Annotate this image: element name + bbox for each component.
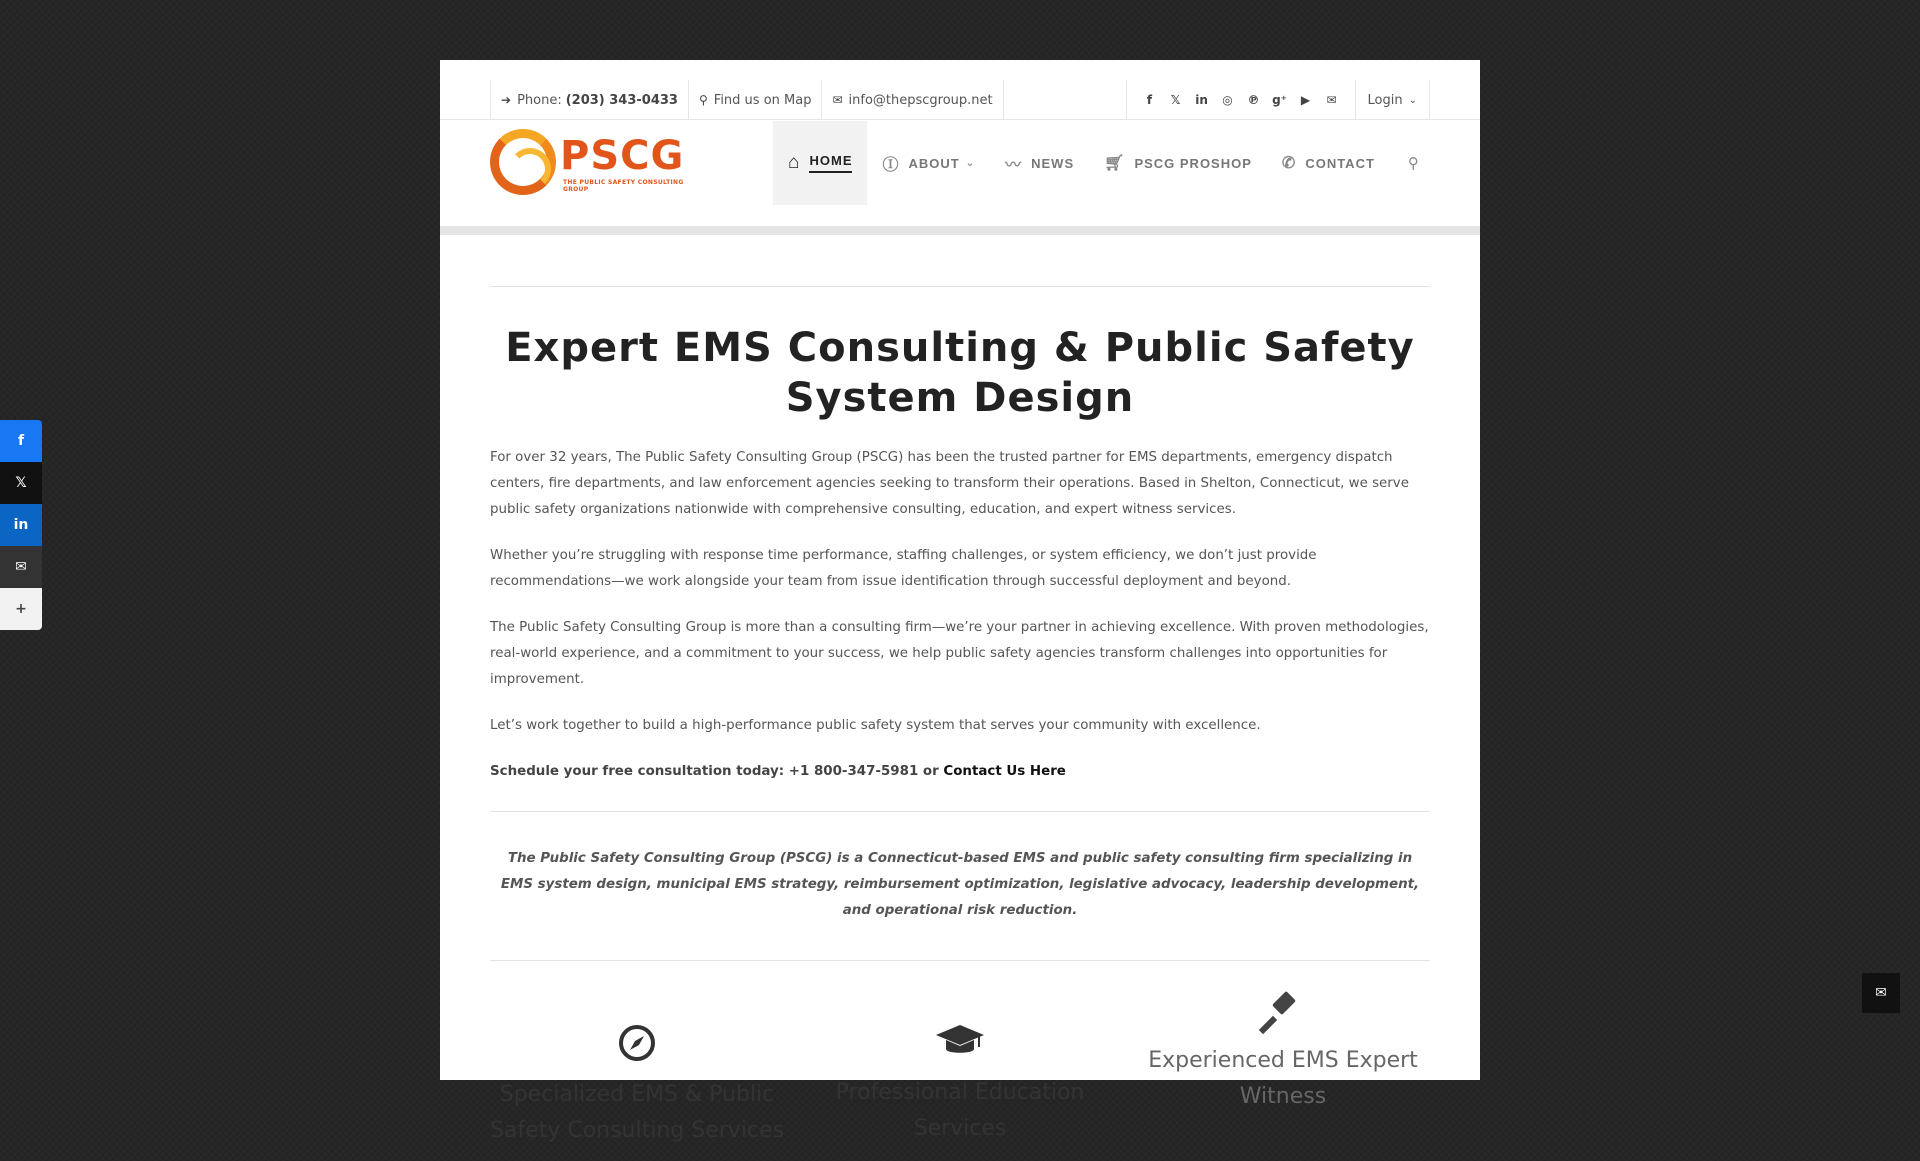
linkedin-icon[interactable]: in: [1195, 93, 1208, 107]
intro-paragraph-1: For over 32 years, The Public Safety Consulting Group (PSCG) has been the trusted partner for EMS departments, emergency dispatch centers, fire departments, and law enforcement agencies seeking to transform their operations. Based in Shelton, Connecticut, we serve public safety organizations nationwide with comprehensive consulting, education, and expert witness services.: [490, 450, 1409, 517]
email-link[interactable]: [821, 80, 1003, 120]
x-icon: 𝕏: [15, 475, 27, 491]
contact-us-link[interactable]: Contact Us Here: [943, 764, 1066, 779]
schedule-line: [490, 759, 1430, 785]
plus-icon: +: [15, 601, 27, 617]
envelope-icon: ✉: [1875, 985, 1887, 1001]
nav-contact[interactable]: [1267, 121, 1390, 205]
search-button[interactable]: [1390, 121, 1429, 205]
rss-icon: 〰: [1005, 156, 1023, 174]
nav-proshop[interactable]: [1089, 121, 1267, 205]
home-icon: ⌂: [788, 152, 801, 173]
contact-fab-button[interactable]: [1862, 973, 1900, 1013]
map-label: Find us on Map: [713, 92, 812, 108]
pinterest-icon[interactable]: ℗: [1247, 93, 1260, 107]
x-icon[interactable]: 𝕏: [1170, 93, 1181, 107]
login-dropdown[interactable]: [1355, 80, 1430, 120]
cart-icon: 🛒︎: [1104, 155, 1126, 172]
arrow-right-icon: ➔: [501, 93, 512, 107]
youtube-icon[interactable]: ▶: [1300, 93, 1311, 107]
feature-title: Professional Education Services: [835, 1080, 1085, 1141]
share-facebook-button[interactable]: [0, 420, 42, 462]
mail-icon[interactable]: ✉: [1326, 93, 1337, 107]
chevron-down-icon: ⌄: [965, 157, 976, 169]
nav-news-label: NEWS: [1031, 155, 1075, 171]
phone-icon: ✆: [1281, 155, 1297, 172]
email-icon: ✉: [15, 559, 27, 575]
gavel-icon: [1133, 989, 1433, 1035]
linkedin-icon: in: [13, 517, 29, 533]
nav-contact-label: CONTACT: [1305, 155, 1375, 171]
nav-news[interactable]: [990, 121, 1089, 205]
divider: [490, 811, 1430, 812]
social-links: [1126, 80, 1355, 120]
page-container: [440, 60, 1480, 1143]
search-icon: ⚲: [1407, 154, 1419, 172]
nav-about[interactable]: [867, 121, 990, 205]
intro-paragraph-4: Let’s work together to build a high-performance public safety system that serves your community with excellence.: [490, 718, 1261, 733]
share-more-button[interactable]: [0, 588, 42, 630]
main-content: [490, 286, 1430, 1161]
google-plus-icon[interactable]: g⁺: [1272, 93, 1287, 107]
logo-mark-icon: [490, 129, 556, 195]
phone-number: (203) 343-0433: [565, 92, 678, 108]
logo-tagline: THE PUBLIC SAFETY CONSULTING GROUP: [563, 179, 684, 193]
company-summary: The Public Safety Consulting Group (PSCG) is a Connecticut-based EMS and public safety consulting firm specializing in EMS system design, municipal EMS strategy, reimbursement optimization, legislative advocacy, leadership development, and operational risk reduction.: [500, 851, 1420, 918]
intro-paragraph-3: The Public Safety Consulting Group is more than a consulting firm—we’re your partner in achieving excellence. With proven methodologies, real-world experience, and a commitment to your success, we help public safety agencies transform challenges into opportunities for improvement.: [490, 620, 1429, 687]
map-link[interactable]: [688, 80, 821, 120]
feature-row: [490, 961, 1430, 1161]
feature-title: Experienced EMS Expert Witness: [1148, 1048, 1418, 1109]
intro-paragraph-2: Whether you’re struggling with response time performance, staffing challenges, or system efficiency, we don’t just provide recommendations—we work alongside your team from issue identification through successful deployment and beyond.: [490, 548, 1317, 589]
feature-expert-witness[interactable]: [1133, 989, 1433, 1115]
main-nav: [773, 121, 1429, 205]
instagram-icon[interactable]: ◎: [1222, 93, 1233, 107]
phone-item[interactable]: [490, 80, 688, 120]
chevron-down-icon: ⌄: [1408, 94, 1417, 106]
feature-consulting[interactable]: [487, 1023, 787, 1149]
pscg-logo[interactable]: [490, 129, 700, 195]
page-title: Expert EMS Consulting & Public Safety System Design: [505, 325, 1415, 421]
facebook-icon[interactable]: f: [1146, 93, 1153, 107]
facebook-icon: f: [17, 433, 25, 449]
share-x-button[interactable]: [0, 462, 42, 504]
login-label: Login: [1367, 92, 1403, 108]
share-linkedin-button[interactable]: [0, 504, 42, 546]
feature-education[interactable]: [810, 1021, 1110, 1147]
nav-proshop-label: PSCG PROSHOP: [1134, 155, 1252, 171]
feature-title: Specialized EMS & Public Safety Consulting Services: [489, 1082, 785, 1143]
divider: [490, 286, 1430, 287]
schedule-text: Schedule your free consultation today: +1 800-347-5981 or: [490, 764, 939, 779]
share-email-button[interactable]: [0, 546, 42, 588]
logo-text: PSCG: [560, 133, 685, 179]
top-bar: [440, 60, 1480, 120]
nav-about-label: ABOUT: [908, 155, 960, 171]
info-icon: Ⓘ: [882, 156, 900, 174]
envelope-icon: ✉: [832, 93, 843, 107]
header-divider: [440, 226, 1480, 235]
site-header: [440, 121, 1480, 226]
map-pin-icon: ⚲: [698, 93, 708, 107]
share-sidebar: [0, 420, 42, 630]
phone-label: Phone:: [517, 92, 562, 108]
nav-home[interactable]: [773, 121, 867, 205]
email-address: info@thepscgroup.net: [848, 92, 993, 108]
graduation-cap-icon: [810, 1021, 1110, 1067]
nav-home-label: HOME: [809, 153, 852, 173]
compass-icon: [487, 1023, 787, 1069]
